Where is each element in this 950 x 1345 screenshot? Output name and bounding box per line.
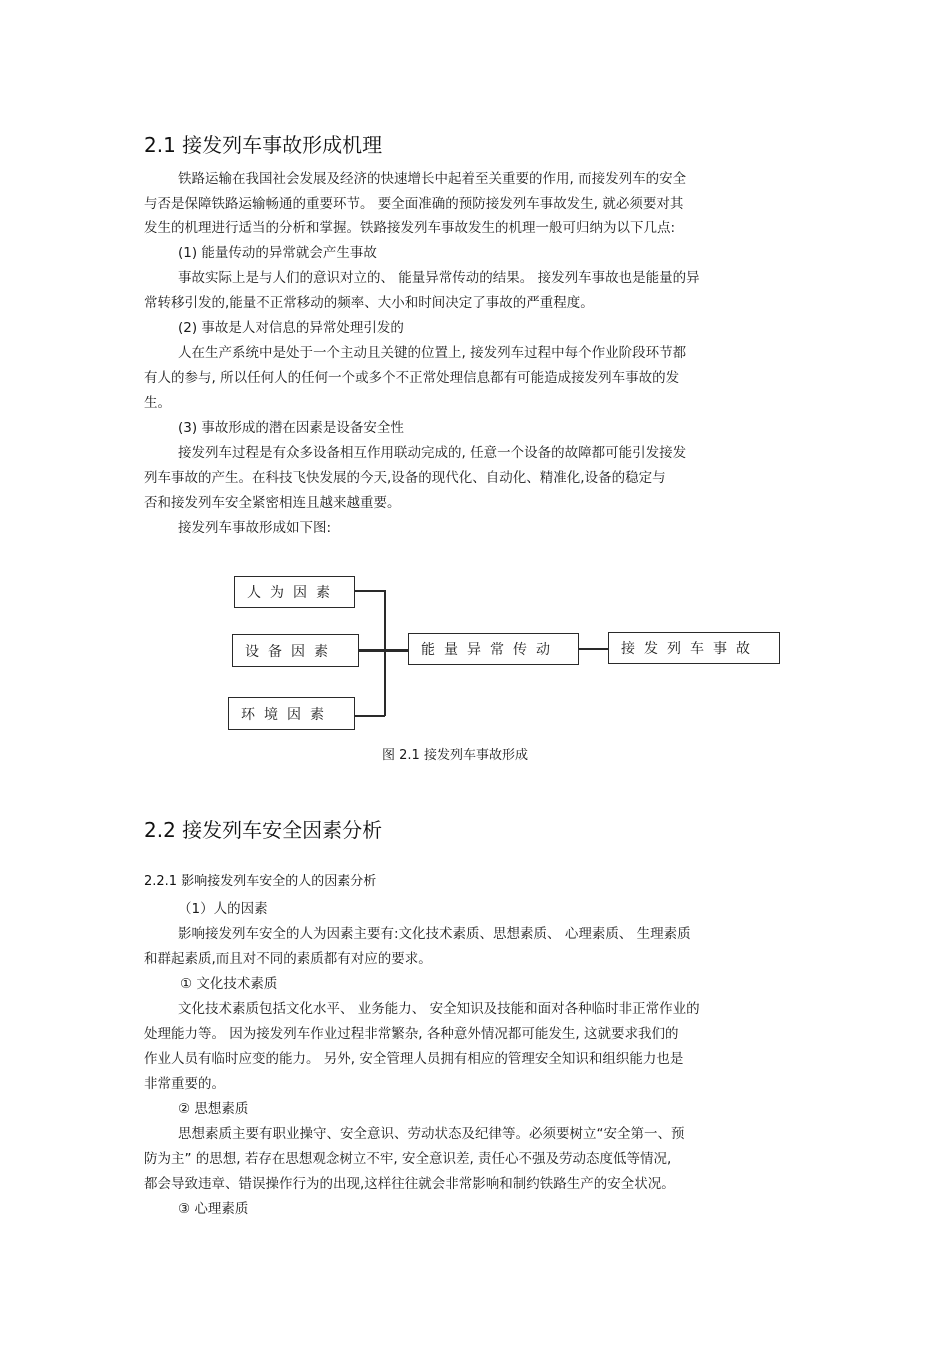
para-line: 影响接发列车安全的人为因素主要有:文化技术素质、思想素质、 心理素质、 生理素质 bbox=[178, 926, 691, 942]
para-line: 发生的机理进行适当的分析和掌握。铁路接发列车事故发生的机理一般可归纳为以下几点: bbox=[144, 220, 676, 236]
para-line: 作业人员有临时应变的能力。 另外, 安全管理人员拥有相应的管理安全知识和组织能力也是 bbox=[144, 1051, 684, 1067]
para-line: 非常重要的。 bbox=[144, 1076, 225, 1092]
section-2-1-heading: 2.1 接发列车事故形成机理 bbox=[144, 133, 383, 157]
connector-line bbox=[355, 590, 385, 592]
list-item-heading: (3) 事故形成的潜在因素是设备安全性 bbox=[178, 420, 404, 436]
list-item-heading: （1）人的因素 bbox=[178, 901, 268, 917]
para-line: 铁路运输在我国社会发展及经济的快速增长中起着至关重要的作用, 而接发列车的安全 bbox=[178, 171, 687, 187]
para-line: 否和接发列车安全紧密相连且越来越重要。 bbox=[144, 495, 401, 511]
para-line: 都会导致违章、错误操作行为的出现,这样往往就会非常影响和制约铁路生产的安全状况。 bbox=[144, 1176, 675, 1192]
para-line: 思想素质主要有职业操守、安全意识、劳动状态及纪律等。必须要树立“安全第一、预 bbox=[178, 1126, 685, 1142]
figure-caption: 图 2.1 接发列车事故形成 bbox=[382, 748, 528, 763]
para-line: 处理能力等。 因为接发列车作业过程非常繁杂, 各种意外情况都可能发生, 这就要求我们的 bbox=[144, 1026, 679, 1042]
section-2-2-1-heading: 2.2.1 影响接发列车安全的人的因素分析 bbox=[144, 874, 377, 889]
para-line: 生。 bbox=[144, 395, 171, 411]
list-item-heading: ② 思想素质 bbox=[178, 1101, 249, 1117]
para-line: 常转移引发的,能量不正常移动的频率、大小和时间决定了事故的严重程度。 bbox=[144, 295, 594, 311]
connector-line bbox=[359, 649, 409, 652]
para-line: 接发列车过程是有众多设备相互作用联动完成的, 任意一个设备的故障都可能引发接发 bbox=[178, 445, 687, 461]
list-item-heading: ① 文化技术素质 bbox=[180, 976, 278, 992]
list-item-heading: (1) 能量传动的异常就会产生事故 bbox=[178, 245, 377, 261]
list-item-heading: (2) 事故是人对信息的异常处理引发的 bbox=[178, 320, 404, 336]
box-human-factor: 人为因素 bbox=[234, 576, 355, 608]
box-train-accident: 接发列车事故 bbox=[608, 632, 780, 664]
connector-line bbox=[384, 590, 386, 716]
para-line: 防为主” 的思想, 若存在思想观念树立不牢, 安全意识差, 责任心不强及劳动态度低等情况, bbox=[144, 1151, 672, 1167]
para-line: 事故实际上是与人们的意识对立的、 能量异常传动的结果。 接发列车事故也是能量的异 bbox=[178, 270, 700, 286]
connector-line bbox=[355, 715, 385, 717]
box-equipment-factor: 设备因素 bbox=[232, 634, 359, 667]
section-2-2-heading: 2.2 接发列车安全因素分析 bbox=[144, 818, 383, 842]
box-energy-transfer: 能量异常传动 bbox=[408, 633, 579, 665]
para-line: 与否是保障铁路运输畅通的重要环节。 要全面准确的预防接发列车事故发生, 就必须要对其 bbox=[144, 196, 684, 212]
para-line: 文化技术素质包括文化水平、 业务能力、 安全知识及技能和面对各种临时非正常作业的 bbox=[178, 1001, 700, 1017]
para-line: 列车事故的产生。在科技飞快发展的今天,设备的现代化、自动化、精准化,设备的稳定与 bbox=[144, 470, 666, 486]
box-environment-factor: 环境因素 bbox=[228, 697, 355, 730]
para-line: 和群起素质,而且对不同的素质都有对应的要求。 bbox=[144, 951, 432, 967]
list-item-heading: ③ 心理素质 bbox=[178, 1201, 249, 1217]
connector-line bbox=[579, 648, 609, 650]
para-line: 接发列车事故形成如下图: bbox=[178, 520, 332, 536]
para-line: 有人的参与, 所以任何人的任何一个或多个不正常处理信息都有可能造成接发列车事故的发 bbox=[144, 370, 680, 386]
para-line: 人在生产系统中是处于一个主动且关键的位置上, 接发列车过程中每个作业阶段环节都 bbox=[178, 345, 687, 361]
